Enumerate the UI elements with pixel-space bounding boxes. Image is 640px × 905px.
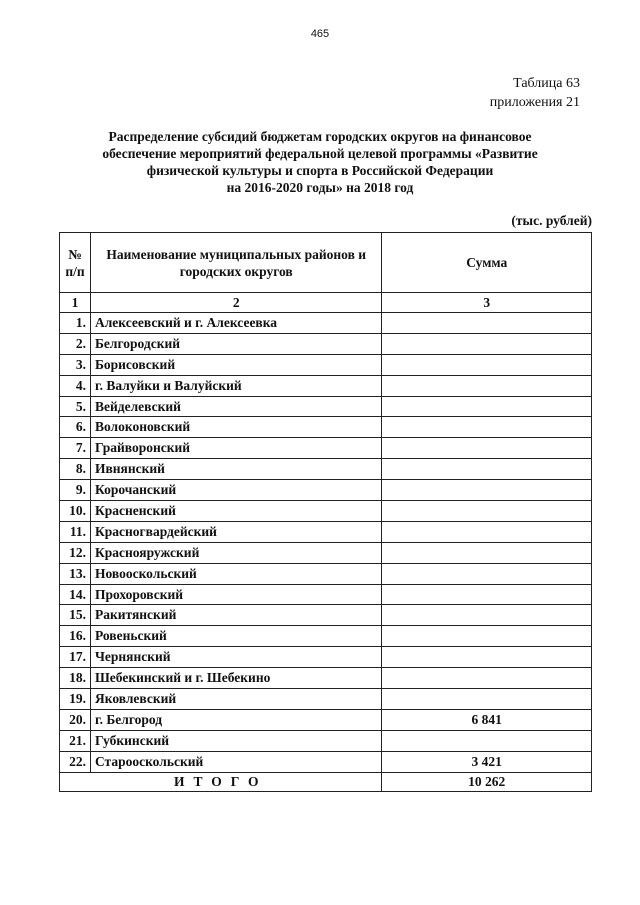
row-name: Краснояружский [90, 542, 382, 563]
table-row [60, 563, 592, 584]
row-name: Волоконовский [90, 417, 382, 438]
column-numbers-row [60, 293, 592, 313]
table-row [60, 333, 592, 354]
table-row [60, 751, 592, 772]
row-sum [382, 689, 592, 710]
table-row [60, 730, 592, 751]
row-number: 9. [60, 480, 91, 501]
row-number: 16. [60, 626, 91, 647]
table-row [60, 626, 592, 647]
row-name: Прохоровский [90, 584, 382, 605]
row-number: 4. [60, 375, 91, 396]
table-body [60, 313, 592, 773]
title-line: физической культуры и спорта в Российской Федерации [146, 163, 494, 178]
row-sum: 3 421 [382, 751, 592, 772]
table-row [60, 354, 592, 375]
total-sum: 10 262 [382, 772, 592, 791]
row-sum [382, 605, 592, 626]
row-sum [382, 459, 592, 480]
row-number: 12. [60, 542, 91, 563]
table-row [60, 647, 592, 668]
row-number: 6. [60, 417, 91, 438]
row-number: 18. [60, 668, 91, 689]
header-row [60, 233, 592, 293]
header-num: № п/п [60, 233, 91, 293]
table-row [60, 313, 592, 334]
table-reference [490, 74, 580, 112]
row-number: 11. [60, 521, 91, 542]
row-number: 17. [60, 647, 91, 668]
row-number: 20. [60, 709, 91, 730]
row-name: Шебекинский и г. Шебекино [90, 668, 382, 689]
table-row [60, 689, 592, 710]
row-name: Старооскольский [90, 751, 382, 772]
row-sum [382, 396, 592, 417]
row-name: Красненский [90, 501, 382, 522]
row-sum [382, 354, 592, 375]
row-number: 8. [60, 459, 91, 480]
table-row [60, 542, 592, 563]
row-sum [382, 313, 592, 334]
row-name: Ровеньский [90, 626, 382, 647]
table-row [60, 501, 592, 522]
row-name: г. Валуйки и Валуйский [90, 375, 382, 396]
row-name: Яковлевский [90, 689, 382, 710]
row-number: 3. [60, 354, 91, 375]
table-row [60, 396, 592, 417]
row-sum [382, 375, 592, 396]
row-number: 19. [60, 689, 91, 710]
row-sum [382, 480, 592, 501]
row-name: Алексеевский и г. Алексеевка [90, 313, 382, 334]
table-row [60, 375, 592, 396]
column-number: 3 [382, 293, 592, 313]
row-sum [382, 542, 592, 563]
row-sum [382, 584, 592, 605]
row-sum [382, 668, 592, 689]
table-row [60, 438, 592, 459]
row-number: 15. [60, 605, 91, 626]
row-number: 14. [60, 584, 91, 605]
table-number: Таблица 63 [513, 76, 580, 91]
table-row [60, 709, 592, 730]
row-sum [382, 626, 592, 647]
table-row [60, 668, 592, 689]
table-row [60, 605, 592, 626]
table-row [60, 521, 592, 542]
column-number: 1 [60, 293, 91, 313]
row-name: г. Белгород [90, 709, 382, 730]
row-name: Белгородский [90, 333, 382, 354]
row-sum [382, 521, 592, 542]
row-sum [382, 417, 592, 438]
row-number: 10. [60, 501, 91, 522]
header-sum: Сумма [382, 233, 592, 293]
row-number: 7. [60, 438, 91, 459]
row-name: Борисовский [90, 354, 382, 375]
title-line: Распределение субсидий бюджетам городских округов на финансовое [108, 129, 532, 144]
row-sum [382, 647, 592, 668]
column-number: 2 [90, 293, 382, 313]
row-name: Ивнянский [90, 459, 382, 480]
row-name: Губкинский [90, 730, 382, 751]
row-number: 13. [60, 563, 91, 584]
row-sum [382, 730, 592, 751]
document-title [70, 128, 570, 196]
table-row [60, 459, 592, 480]
table-row [60, 584, 592, 605]
table-row [60, 417, 592, 438]
row-number: 1. [60, 313, 91, 334]
row-number: 21. [60, 730, 91, 751]
row-number: 22. [60, 751, 91, 772]
row-name: Вейделевский [90, 396, 382, 417]
total-row [60, 772, 592, 791]
row-name: Грайворонский [90, 438, 382, 459]
row-sum [382, 501, 592, 522]
title-line: обеспечение мероприятий федеральной целевой программы «Развитие [102, 146, 538, 161]
total-label: ИТОГО [60, 772, 382, 791]
title-line: на 2016-2020 годы» на 2018 год [226, 180, 414, 195]
row-name: Ракитянский [90, 605, 382, 626]
row-name: Чернянский [90, 647, 382, 668]
appendix-number: приложения 21 [489, 95, 580, 110]
header-name: Наименование муниципальных районов и городских округов [90, 233, 382, 293]
row-name: Красногвардейский [90, 521, 382, 542]
row-name: Корочанский [90, 480, 382, 501]
row-number: 2. [60, 333, 91, 354]
row-sum: 6 841 [382, 709, 592, 730]
row-name: Новооскольский [90, 563, 382, 584]
table-row [60, 480, 592, 501]
units-label: (тыс. рублей) [511, 213, 592, 228]
subsidies-table [59, 232, 592, 792]
row-sum [382, 333, 592, 354]
row-sum [382, 563, 592, 584]
row-sum [382, 438, 592, 459]
row-number: 5. [60, 396, 91, 417]
page-number: 465 [310, 28, 330, 40]
